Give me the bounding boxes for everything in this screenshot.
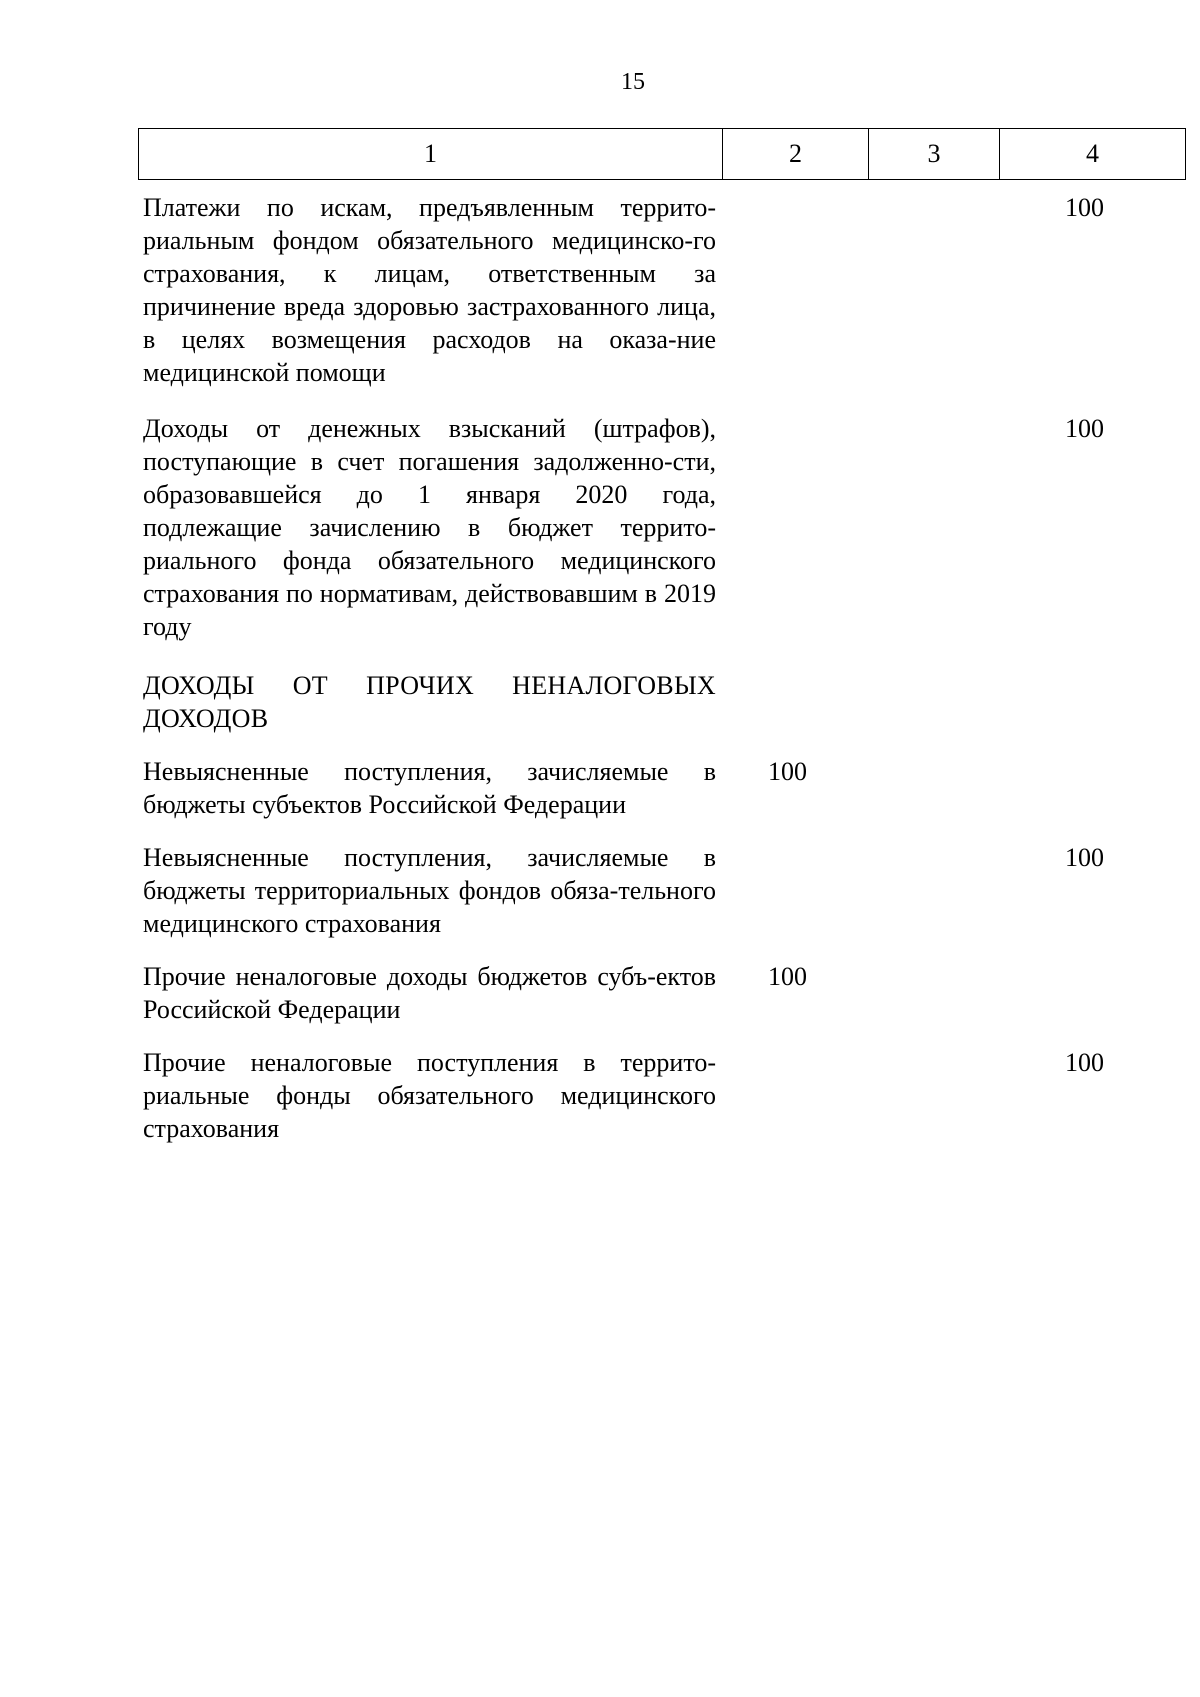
column-header-3: 3	[869, 129, 1000, 180]
table-row	[143, 191, 1183, 389]
section-heading: ДОХОДЫ ОТ ПРОЧИХ НЕНАЛОГОВЫХ ДОХОДОВ	[143, 671, 716, 733]
column-header-table	[138, 128, 1186, 180]
page-number: 15	[621, 69, 645, 95]
row-description: Невыясненные поступления, зачисляемые в бюджеты территориальных фондов обяза-тельного медицинского страхования	[143, 843, 716, 938]
table-row	[143, 412, 1183, 643]
table-row	[143, 841, 1183, 940]
row-description: Невыясненные поступления, зачисляемые в бюджеты субъектов Российской Федерации	[143, 757, 716, 819]
row-description: Прочие неналоговые доходы бюджетов субъ-ектов Российской Федерации	[143, 962, 716, 1024]
row-description: Платежи по искам, предъявленным террито-риальным фондом обязательного медицинско-го страхования, к лицам, ответственным за причинение вреда здоровью застрахованного лица, в целях возмещения расходов на оказа-ние медицинской помощи	[143, 193, 716, 387]
column-header-2: 2	[723, 129, 869, 180]
row-description: Прочие неналоговые поступления в террито-риальные фонды обязательного медицинского страхования	[143, 1048, 716, 1143]
row-value-col2: 100	[768, 962, 807, 991]
table-row	[143, 960, 1183, 1026]
table-row	[143, 1046, 1183, 1145]
column-header-row	[139, 129, 1186, 180]
column-header-4: 4	[1000, 129, 1186, 180]
row-value-col4: 100	[1065, 414, 1104, 443]
table-row	[143, 755, 1183, 821]
row-value-col4: 100	[1065, 843, 1104, 872]
row-description: Доходы от денежных взысканий (штрафов), поступающие в счет погашения задолженно-сти, образовавшейся до 1 января 2020 года, подлежащие зачислению в бюджет террито-риального фонда обязательного медицинского страхования по нормативам, действовавшим в 2019 году	[143, 414, 716, 641]
column-header-1: 1	[139, 129, 723, 180]
row-value-col4: 100	[1065, 1048, 1104, 1077]
table-body	[143, 191, 1183, 1145]
row-value-col4: 100	[1065, 193, 1104, 222]
row-value-col2: 100	[768, 757, 807, 786]
